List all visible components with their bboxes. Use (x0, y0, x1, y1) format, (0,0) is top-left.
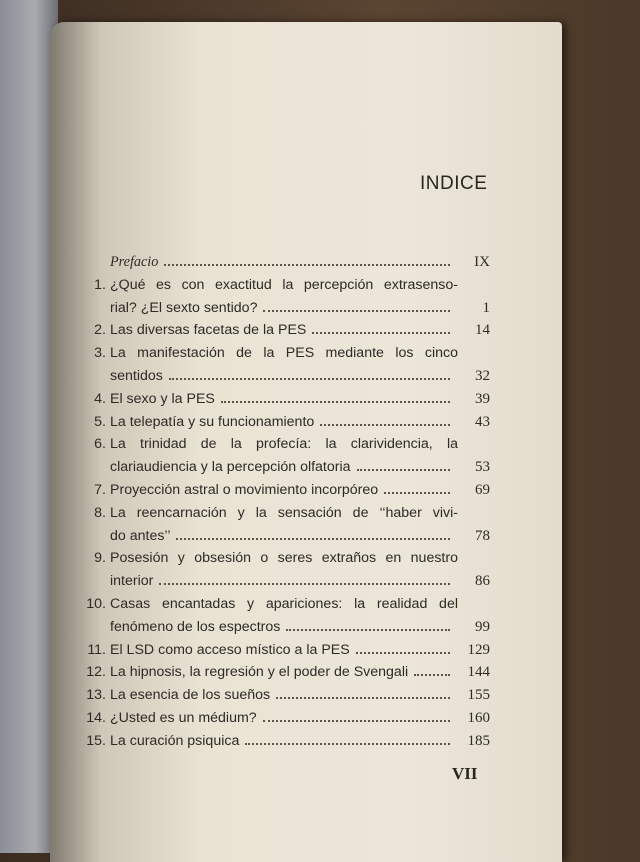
toc-entry (80, 433, 490, 479)
dot-leader (169, 377, 450, 380)
chapter-number: 9. (94, 550, 106, 567)
chapter-number: 8. (94, 504, 106, 521)
dot-leader (263, 719, 450, 722)
toc-line (80, 525, 490, 548)
toc-line (80, 365, 490, 388)
toc-line (80, 661, 490, 684)
dot-leader (164, 263, 450, 266)
toc-entry (80, 547, 490, 593)
page-ref: 32 (475, 367, 490, 384)
toc-line (80, 319, 490, 342)
toc-line (80, 707, 490, 730)
toc-line (80, 456, 490, 479)
page-ref: 53 (475, 459, 490, 476)
toc-line (80, 388, 490, 411)
toc-entry (80, 479, 490, 502)
dot-leader (176, 537, 450, 540)
toc-entry (80, 388, 490, 411)
chapter-title: La hipnosis, la regresión y el poder de Svengali (110, 664, 409, 681)
chapter-number: 11. (87, 641, 106, 658)
chapter-title: La esencia de los sueños (110, 687, 271, 704)
dot-leader (357, 468, 450, 471)
toc-entry (80, 502, 490, 548)
toc-line (80, 547, 490, 570)
page-ref: 99 (475, 618, 490, 635)
toc-entry (80, 251, 490, 274)
chapter-title: Casas encantadas y apariciones: la realidad del (110, 595, 458, 612)
dot-leader (245, 742, 450, 745)
page-ref: 78 (475, 527, 490, 544)
chapter-number: 12. (86, 664, 106, 681)
chapter-title: La trinidad de la profecía: la clarividencia, la (110, 436, 458, 453)
chapter-title: Proyección astral o movimiento incorpóreo (110, 481, 379, 498)
chapter-title: sentidos (110, 367, 163, 384)
chapter-title: Posesión y obsesión o seres extraños en nuestro (110, 550, 458, 567)
dot-leader (221, 400, 450, 403)
page-ref: 69 (475, 481, 490, 498)
toc-entry (80, 684, 490, 707)
chapter-title: rial? ¿El sexto sentido? (110, 299, 258, 316)
toc-line (80, 274, 490, 297)
page-ref: 43 (475, 413, 490, 430)
dot-leader (356, 651, 450, 654)
toc-line (80, 342, 490, 365)
page-ref: 39 (475, 390, 490, 407)
toc-entry (80, 707, 490, 730)
toc-entry (80, 661, 490, 684)
chapter-title: clariaudiencia y la percepción olfatoria (110, 459, 351, 476)
page-ref: IX (474, 254, 490, 270)
toc-line (80, 251, 490, 274)
chapter-title: La curación psiquica (110, 732, 240, 749)
page-ref: 144 (467, 664, 490, 681)
page-ref: 185 (467, 732, 490, 749)
toc-entry (80, 730, 490, 753)
dot-leader (414, 673, 450, 676)
toc-line (80, 639, 490, 662)
toc-line (80, 502, 490, 525)
page-ref: 160 (467, 709, 490, 726)
chapter-title: La telepatía y su funcionamiento (110, 413, 315, 430)
chapter-number: 2. (94, 322, 106, 339)
dot-leader (159, 582, 450, 585)
chapter-number: 4. (94, 390, 106, 407)
dot-leader (276, 696, 450, 699)
chapter-number: 6. (94, 436, 106, 453)
dot-leader (286, 628, 450, 631)
chapter-title: ¿Usted es un médium? (110, 709, 257, 726)
page-ref: 155 (467, 687, 490, 704)
chapter-number: 3. (94, 345, 106, 362)
toc-line (80, 297, 490, 320)
toc-line (80, 593, 490, 616)
chapter-title: interior (110, 573, 154, 590)
chapter-title: do antes’’ (110, 527, 171, 544)
chapter-number: 10. (86, 595, 106, 612)
chapter-number: 5. (94, 413, 106, 430)
page-number: VII (452, 764, 478, 783)
chapter-number: 7. (94, 481, 106, 498)
toc-line (80, 616, 490, 639)
table-of-contents (80, 251, 490, 753)
chapter-title: fenómeno de los espectros (110, 618, 281, 635)
chapter-number: 1. (94, 276, 106, 293)
toc-line (80, 570, 490, 593)
toc-entry (80, 411, 490, 434)
dot-leader (312, 331, 450, 334)
toc-line (80, 411, 490, 434)
chapter-number: 13. (86, 687, 106, 704)
toc-entry (80, 319, 490, 342)
toc-entry (80, 342, 490, 388)
page-title: INDICE (420, 173, 488, 194)
chapter-number: 14. (86, 709, 106, 726)
chapter-title: Prefacio (110, 254, 159, 270)
chapter-title: Las diversas facetas de la PES (110, 322, 307, 339)
page-ref: 86 (475, 573, 490, 590)
dot-leader (320, 423, 450, 426)
toc-line (80, 433, 490, 456)
dot-leader (384, 491, 450, 494)
toc-entry (80, 639, 490, 662)
toc-entry (80, 274, 490, 320)
toc-entry (80, 593, 490, 639)
chapter-title: La reencarnación y la sensación de ‘‘haber vivi- (110, 504, 458, 521)
chapter-title: ¿Qué es con exactitud la percepción extrasenso- (110, 276, 458, 293)
dot-leader (263, 309, 450, 312)
chapter-title: El sexo y la PES (110, 390, 215, 407)
page-ref: 129 (467, 641, 490, 658)
chapter-title: El LSD como acceso místico a la PES (110, 641, 350, 658)
chapter-number: 15. (86, 732, 106, 749)
page-ref: 14 (475, 322, 490, 339)
toc-line (80, 730, 490, 753)
toc-line (80, 684, 490, 707)
chapter-title: La manifestación de la PES mediante los cinco (110, 345, 458, 362)
page-ref: 1 (482, 299, 490, 316)
toc-line (80, 479, 490, 502)
